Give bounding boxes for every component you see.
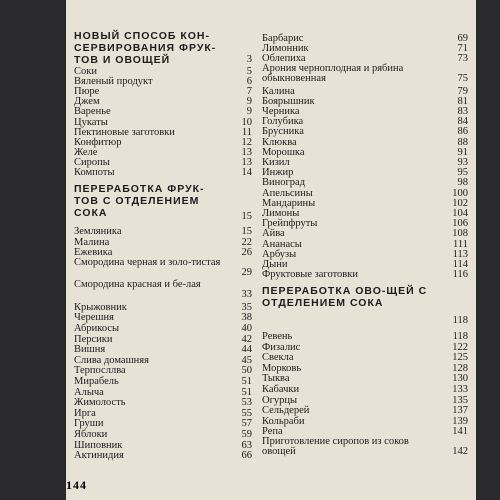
toc-entry-page: 125 xyxy=(452,352,468,364)
toc-entry-title: Апельсины xyxy=(262,187,313,199)
toc-entry-page: 108 xyxy=(452,228,468,240)
toc-entry-page: 83 xyxy=(457,106,468,117)
toc-entry-page: 53 xyxy=(241,397,252,409)
toc-entry-title: Барбарис xyxy=(262,33,304,44)
toc-entry-page: 135 xyxy=(452,394,468,406)
toc-entry-page: 122 xyxy=(452,341,468,353)
toc-entry-page: 86 xyxy=(457,126,468,138)
toc-entry-page: 29 xyxy=(241,266,252,278)
toc-entry-title: Ирга xyxy=(74,407,96,419)
toc-entry-page: 42 xyxy=(241,333,252,345)
section-heading-fruit-juice: ПЕРЕРАБОТКА ФРУК-ТОВ С ОТДЕЛЕНИЕМ СОКА xyxy=(74,183,205,219)
toc-entry-title: Виноград xyxy=(262,177,306,189)
toc-entry-title: Морковь xyxy=(262,362,302,374)
toc-entry-page: 13 xyxy=(241,156,252,168)
toc-entry-page: 9 xyxy=(246,106,252,118)
toc-entry-page: 45 xyxy=(241,354,252,366)
toc-entry-title: Репа xyxy=(262,426,283,438)
toc-entry-title: Алыча xyxy=(74,386,104,398)
section-heading-page: 118 xyxy=(452,315,468,326)
toc-entry-title: Морошка xyxy=(262,146,305,158)
toc-entry-title: Кольраби xyxy=(262,415,305,427)
toc-entry-page: 137 xyxy=(452,405,468,417)
toc-entry-title: Крыжовник xyxy=(74,301,127,313)
toc-entry-page: 55 xyxy=(241,407,252,419)
toc-entry-page: 93 xyxy=(457,157,468,168)
toc-entry-page: 44 xyxy=(241,344,252,356)
toc-entry-page: 95 xyxy=(457,167,468,179)
toc-entry-title: Персики xyxy=(74,333,113,345)
toc-entry-page: 128 xyxy=(452,362,468,374)
toc-entry-title: Черешня xyxy=(74,312,114,324)
section-heading-page: 15 xyxy=(241,211,252,222)
toc-entry-title: Вишня xyxy=(74,344,106,356)
toc-entry-page: 141 xyxy=(452,426,468,438)
toc-entry-title: Брусника xyxy=(262,126,304,138)
toc-entry-page: 75 xyxy=(457,72,468,84)
toc-entry-page: 79 xyxy=(457,85,468,97)
toc-entry-title: Варенье xyxy=(74,106,111,118)
toc-entry-title: Черника xyxy=(262,106,300,117)
toc-entry-title: Ананасы xyxy=(262,238,302,250)
toc-entry-page: 15 xyxy=(241,226,252,237)
toc-entry-page: 133 xyxy=(452,384,468,395)
section-heading-vegetable-juice: ПЕРЕРАБОТКА ОВО-ЩЕЙ С ОТДЕЛЕНИЕМ СОКА xyxy=(262,285,428,309)
toc-entry-page: 142 xyxy=(452,446,468,457)
toc-entry-page: 113 xyxy=(452,248,468,260)
toc-entry-title: Груши xyxy=(74,418,104,430)
toc-entry-page: 81 xyxy=(457,95,468,107)
toc-entry-page: 139 xyxy=(452,415,468,427)
toc-entry-title: Смородина черная и золо-тистая xyxy=(74,256,221,268)
toc-entry-title: Кабачки xyxy=(262,384,300,395)
toc-entry-title: Приготовление сиропов из соков овощей xyxy=(262,436,409,457)
toc-entry-page: 66 xyxy=(241,450,252,462)
toc-entry-title: Шиповник xyxy=(74,439,123,451)
toc-entry-title: Голубика xyxy=(262,116,304,128)
toc-entry-title: Мирабель xyxy=(74,376,119,387)
toc-entry-page: 35 xyxy=(241,301,252,313)
toc-entry xyxy=(262,437,468,457)
toc-entry xyxy=(262,64,468,84)
toc-entry-title: Соки xyxy=(74,66,97,77)
toc-entry-title: Дыни xyxy=(262,259,288,270)
toc-entry-page: 51 xyxy=(241,386,252,398)
section-heading-new-method: НОВЫЙ СПОСОБ КОН-СЕРВИРОВАНИЯ ФРУК-ТОВ И ОВОЩЕЙ xyxy=(74,30,217,66)
toc-entry-page: 51 xyxy=(241,376,252,387)
toc-entry-page: 10 xyxy=(241,116,252,128)
toc-entry-title: Земляника xyxy=(74,226,122,237)
book-page xyxy=(66,0,476,500)
toc-entry-page: 114 xyxy=(452,259,468,270)
toc-entry-title: Физалис xyxy=(262,341,301,353)
toc-entry-title: Лимоны xyxy=(262,208,300,219)
toc-entry-page: 118 xyxy=(452,331,468,342)
toc-left-column xyxy=(74,0,252,500)
toc-entry-page: 106 xyxy=(452,218,468,230)
toc-entry-title: Сиропы xyxy=(74,156,110,168)
toc-entry-page: 11 xyxy=(241,126,252,138)
toc-entry-title: Фруктовые заготовки xyxy=(262,269,358,281)
toc-entry-page: 9 xyxy=(246,96,252,108)
toc-entry-page: 40 xyxy=(241,323,252,334)
toc-entry-page: 73 xyxy=(457,53,468,65)
toc-entry-title: Арбузы xyxy=(262,248,297,260)
toc-entry-title: Актинидия xyxy=(74,450,124,462)
toc-entry xyxy=(74,280,252,300)
toc-entry-title: Айва xyxy=(262,228,285,240)
toc-entry-title: Терпосллва xyxy=(74,365,126,377)
toc-entry-title: Смородина красная и бе-лая xyxy=(74,278,201,290)
toc-entry-page: 104 xyxy=(452,208,468,219)
toc-entry-page: 26 xyxy=(241,247,252,259)
toc-entry-title: Свекла xyxy=(262,352,294,364)
toc-entry-title: Ревень xyxy=(262,331,293,342)
toc-entry xyxy=(74,258,252,278)
toc-entry-title: Пюре xyxy=(74,86,100,98)
toc-entry-title: Цукаты xyxy=(74,116,108,128)
toc-entry-title: Клюква xyxy=(262,136,297,148)
toc-entry-page: 7 xyxy=(246,86,252,98)
toc-entry-title: Сельдерей xyxy=(262,405,310,417)
toc-entry-title: Вяленый продукт xyxy=(74,76,153,88)
toc-entry-page: 50 xyxy=(241,365,252,377)
toc-entry-page: 5 xyxy=(246,66,252,77)
toc-right-column xyxy=(262,0,468,500)
toc-entry-title: Ежевика xyxy=(74,247,113,259)
toc-entry-page: 116 xyxy=(452,269,468,281)
toc-entry-page: 71 xyxy=(457,43,468,55)
toc-entry-page: 13 xyxy=(241,146,252,158)
toc-entry-page: 6 xyxy=(246,76,252,88)
toc-entry-title: Мандарины xyxy=(262,197,316,209)
toc-entry-page: 63 xyxy=(241,439,252,451)
toc-entry-title: Облепиха xyxy=(262,53,306,65)
toc-entry-title: Компоты xyxy=(74,167,115,178)
toc-entry-page: 59 xyxy=(241,429,252,440)
toc-entry-page: 111 xyxy=(453,238,468,250)
toc-entry-title: Желе xyxy=(74,146,98,158)
toc-entry-page: 91 xyxy=(457,146,468,158)
toc-entry-page: 102 xyxy=(452,197,468,209)
toc-entry-title: Слива домашняя xyxy=(74,354,149,366)
toc-entry-title: Инжир xyxy=(262,167,294,179)
toc-entry-title: Тыква xyxy=(262,373,290,385)
toc-entry-title: Боярышник xyxy=(262,95,315,107)
page-number: 144 xyxy=(66,478,87,492)
toc-entry-page: 84 xyxy=(457,116,468,128)
toc-entry-page: 38 xyxy=(241,312,252,324)
toc-entry-title: Грейпфруты xyxy=(262,218,318,230)
toc-entry-title: Малина xyxy=(74,236,110,248)
toc-entry-title: Абрикосы xyxy=(74,323,120,334)
toc-entry-title: Лимонник xyxy=(262,43,309,55)
toc-entry-title: Кизил xyxy=(262,157,290,168)
toc-entry-title: Калина xyxy=(262,85,295,97)
toc-entry-title: Арония черноплодная и рябина обыкновенная xyxy=(262,62,404,84)
toc-entry-page: 57 xyxy=(241,418,252,430)
toc-entry-title: Пектиновые заготовки xyxy=(74,126,175,138)
toc-entry-title: Джем xyxy=(74,96,100,108)
toc-entry-page: 88 xyxy=(457,136,468,148)
toc-entry-page: 100 xyxy=(452,187,468,199)
toc-entry-page: 14 xyxy=(241,167,252,178)
toc-entry-title: Жимолость xyxy=(74,397,126,409)
toc-entry-page: 98 xyxy=(457,177,468,189)
toc-entry-page: 22 xyxy=(241,236,252,248)
toc-entry-title: Яблоки xyxy=(74,429,108,440)
toc-entry-page: 130 xyxy=(452,373,468,385)
toc-entry-title: Конфитюр xyxy=(74,136,122,148)
toc-entry-title: Огурцы xyxy=(262,394,298,406)
toc-entry-page: 69 xyxy=(457,33,468,44)
toc-entry-page: 33 xyxy=(241,288,252,300)
toc-entry-page: 12 xyxy=(241,136,252,148)
section-heading-page: 3 xyxy=(246,54,252,65)
